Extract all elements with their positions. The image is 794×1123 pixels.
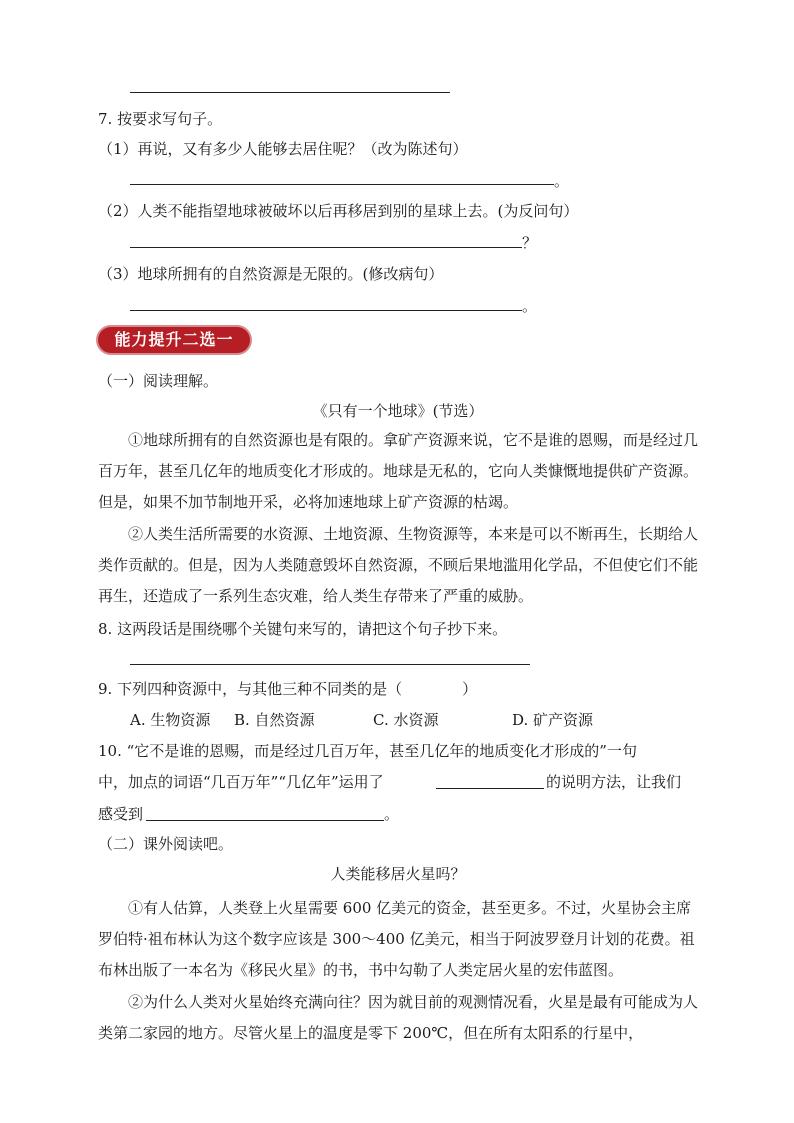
q7-title: 7. 按要求写句子。 — [98, 110, 223, 128]
answer-line-top[interactable] — [130, 92, 450, 93]
section-badge: 能力提升二选一 — [98, 327, 250, 353]
part1-paragraph-2: ②人类生活所需要的水资源、土地资源、生物资源等，本来是可以不断再生，长期给人类作贡献的。但是，因为人类随意毁坏自然资源，不顾后果地滥用化学品，不但使它们不能再生，还造成了一系列生态灾难，给人类生存带来了严重的威胁。 — [98, 525, 699, 605]
part2-paragraph-1: ①有人估算，人类登上火星需要 600 亿美元的资金，甚至更多。不过，火星协会主席罗伯特·祖布林认为这个数字应该是 300～400 亿美元，相当于阿波罗登月计划的花费。祖布林出版了一本名为《移民火星》的书，书中勾勒了人类定居火星的宏伟蓝图。 — [98, 899, 695, 979]
q10-answer-line-2[interactable] — [146, 820, 384, 821]
part1-heading: （一）阅读理解。 — [98, 372, 219, 390]
q7-answer-line-3[interactable] — [130, 310, 522, 311]
q9-text: 9. 下列四种资源中，与其他三种不同类的是（ ） — [98, 680, 478, 698]
part2-heading: （二）课外阅读吧。 — [98, 835, 234, 853]
q7-end-mark-2: ？ — [522, 234, 538, 252]
q8-text: 8. 这两段话是围绕哪个关键句来写的，请把这个句子抄下来。 — [98, 620, 508, 638]
q8-answer-line[interactable] — [130, 664, 530, 665]
q10-answer-line-1[interactable] — [436, 788, 544, 789]
part2-passage-title: 人类能移居火星吗？ — [330, 865, 466, 883]
q7-answer-line-2[interactable] — [130, 247, 522, 248]
q9-option-d[interactable]: D. 矿产资源 — [512, 711, 594, 729]
q7-end-mark-3: 。 — [522, 297, 538, 315]
q10-line-2-start: 中，加点的词语“几百万年”“几亿年”运用了 — [98, 773, 384, 791]
q10-line-3-end: 。 — [384, 805, 400, 823]
q9-option-c[interactable]: C. 水资源 — [373, 711, 439, 729]
q10-line-2-end: 的说明方法，让我们 — [546, 773, 682, 791]
part1-passage-title: 《只有一个地球》(节选） — [312, 402, 484, 420]
q9-option-a[interactable]: A. 生物资源 — [130, 711, 211, 729]
q7-end-mark-1: 。 — [554, 172, 570, 190]
part2-paragraph-2: ②为什么人类对火星始终充满向往？因为就目前的观测情况看，火星是最有可能成为人类第二家园的地方。尽管火星上的温度是零下 200℃，但在所有太阳系的行星中， — [98, 993, 699, 1042]
q7-sentence-3: （3）地球所拥有的自然资源是无限的。(修改病句） — [98, 265, 444, 283]
q7-sentence-1: （1）再说，又有多少人能够去居住呢？（改为陈述句） — [98, 140, 468, 158]
q10-line-1: 10. “它不是谁的恩赐，而是经过几百万年，甚至几亿年的地质变化才形成的”一句 — [98, 742, 637, 760]
q7-answer-line-1[interactable] — [130, 184, 554, 185]
q9-option-b[interactable]: B. 自然资源 — [234, 711, 315, 729]
part1-paragraph-1: ①地球所拥有的自然资源也是有限的。拿矿产资源来说，它不是谁的恩赐，而是经过几百万年，甚至几亿年的地质变化才形成的。地球是无私的，它向人类慷慨地提供矿产资源。但是，如果不加节制地开采，必将加速地球上矿产资源的枯竭。 — [98, 431, 699, 511]
q7-sentence-2: （2）人类不能指望地球被破坏以后再移居到别的星球上去。(为反问句） — [98, 202, 579, 220]
q10-line-3-start: 感受到 — [98, 805, 144, 823]
